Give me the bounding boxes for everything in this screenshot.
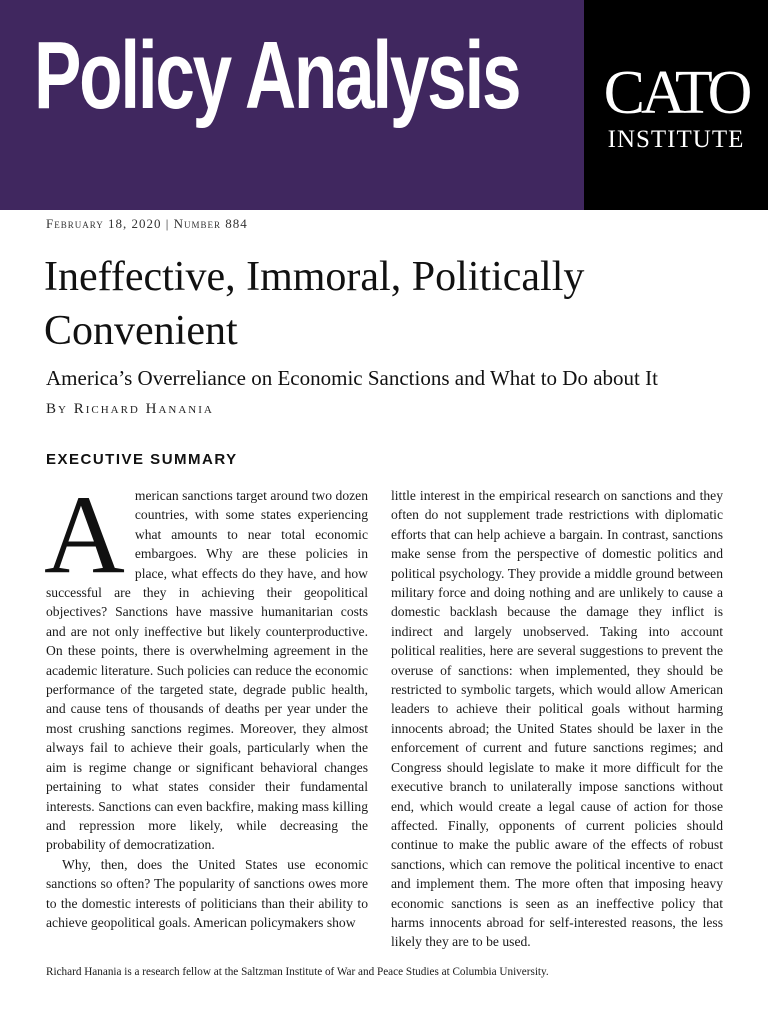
logo-subtext: INSTITUTE: [607, 126, 745, 153]
dateline: February 18, 2020 | Number 884: [46, 216, 248, 231]
executive-summary-heading: EXECUTIVE SUMMARY: [46, 451, 238, 468]
summary-paragraph-1-text: merican sanctions target around two dozen countries, with some states experiencing what amounts to near total economic embargoes. Why are these policies in place, what effects do they have, and how successful are they in achieving their geopolitical objectives? Sanctions have massive humanitarian costs and are not only ineffective but likely counterproductive. On these points, there is overwhelming agreement in the academic literature. Such policies can reduce the economic performance of the targeted state, degrade public health, and cause tens of thousands of deaths per year under the most crushing sanctions regimes. Moreover, they almost always fail to achieve their goals, particularly when the aim is regime change or significant behavioral changes pertaining to what states consider their fundamental interests. Sanctions can even backfire, making mass killing and repression more likely, while decreasing the probability of democratization.: [46, 488, 368, 853]
series-title: Policy Analysis: [34, 22, 520, 129]
summary-column-left: [44, 473, 368, 932]
summary-column-right: [391, 486, 723, 952]
document-title: Ineffective, Immoral, Politically Convenient: [44, 254, 585, 354]
byline: By Richard Hanania: [46, 401, 214, 417]
summary-paragraph-2: Why, then, does the United States use economic sanctions so often? The popularity of sanctions owes more to the domestic interests of politicians than their ability to achieve geopolitical goals. American policymakers show: [46, 856, 368, 930]
document-subtitle: America’s Overreliance on Economic Sanctions and What to Do about It: [46, 366, 658, 390]
cato-logo: [584, 0, 768, 210]
author-footnote: Richard Hanania is a research fellow at the Saltzman Institute of War and Peace Studies at Columbia University.: [46, 966, 549, 978]
summary-paragraph-1: [44, 473, 368, 855]
summary-paragraph-3: little interest in the empirical research on sanctions and they often do not supplement trade restrictions with diplomatic efforts that can help achieve a bargain. In contrast, sanctions make sense from the perspective of domestic politics and political psychology. They provide a middle ground between military force and doing nothing and are unlikely to cause a domestic backlash because the damage they inflict is indirect and largely unobserved. Taking into account political realities, here are several suggestions to prevent the overuse of sanctions: when implemented, they should be restricted to symbolic targets, which would allow American leaders to achieve their political goals without harming innocents abroad; the United States should be laxer in the enforcement of current and future sanctions regimes; and Congress should legislate to make it more difficult for the executive branch to unilaterally impose sanctions without end, which would create a legal cause of action for those affected. Finally, opponents of current policies should continue to make the public aware of the effects of robust sanctions, which can remove the political incentive to enact and implement them. The more often that imposing heavy economic sanctions is seen as an ineffective policy that harms innocents abroad for self-interested reasons, the less likely they are to be used.: [391, 488, 723, 950]
logo-wordmark: CATO: [603, 59, 749, 127]
drop-cap: A: [44, 473, 125, 597]
